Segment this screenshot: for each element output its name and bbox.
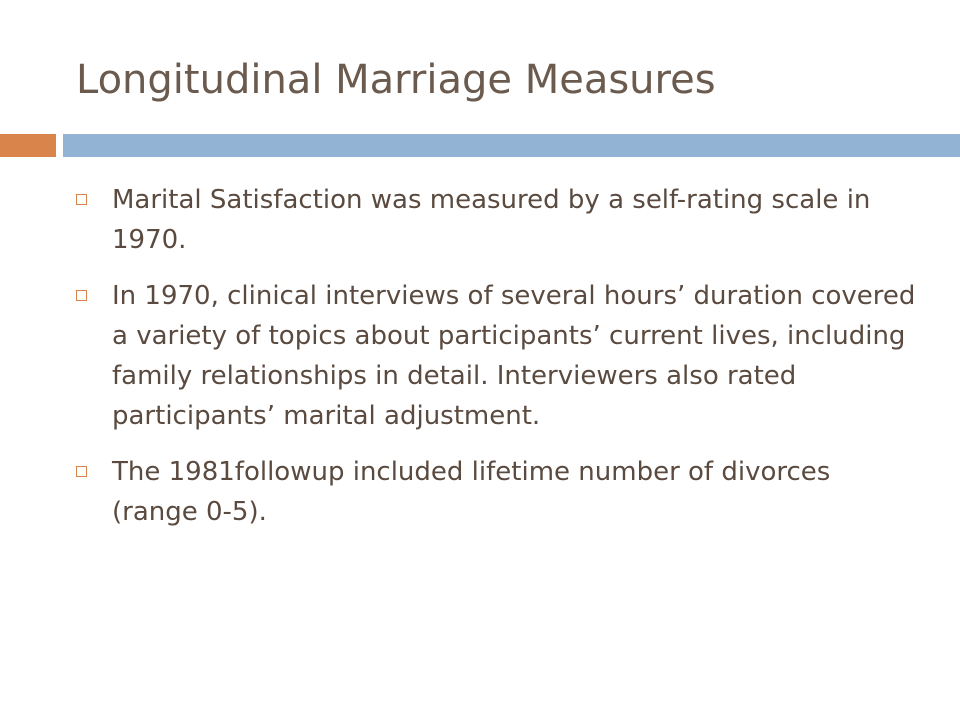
slide-title: Longitudinal Marriage Measures (76, 57, 716, 103)
accent-bar-orange (0, 134, 56, 157)
hollow-square-icon (76, 290, 87, 301)
bullet-text: In 1970, clinical interviews of several hours’ duration covered a variety of topics about participants’ current lives, including family relationships in detail. Interviewers also rated participants’ marital adjustment. (112, 281, 916, 431)
bullet-item (74, 452, 924, 532)
hollow-square-icon (76, 194, 87, 205)
bullet-item (74, 180, 924, 260)
bullet-item (74, 276, 924, 436)
bullet-text: The 1981followup included lifetime number of divorces (range 0-5). (112, 457, 831, 527)
hollow-square-icon (76, 466, 87, 477)
accent-bar-blue (63, 134, 960, 157)
bullet-list (74, 180, 924, 548)
bullet-text: Marital Satisfaction was measured by a self-rating scale in 1970. (112, 185, 871, 255)
